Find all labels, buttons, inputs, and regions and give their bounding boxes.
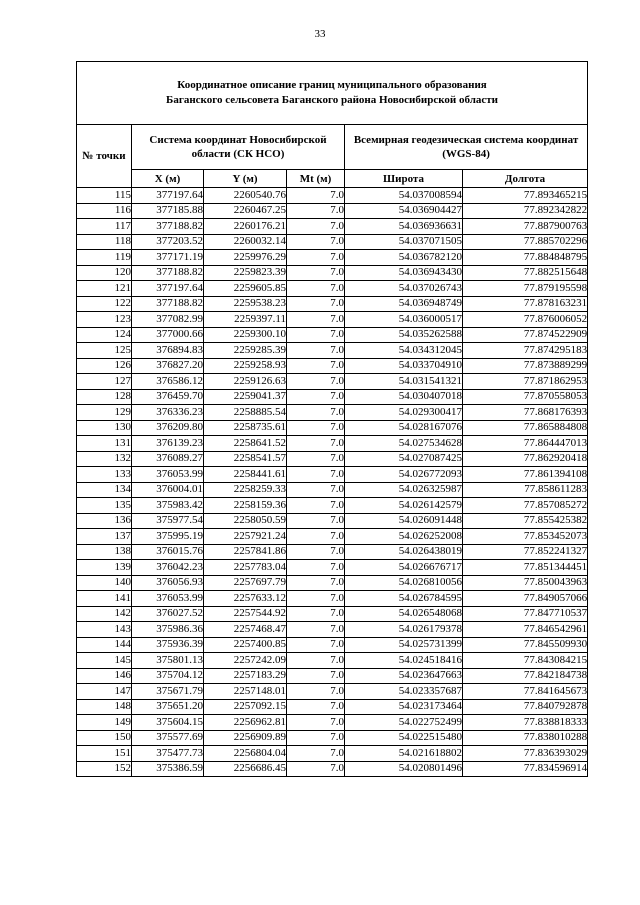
cell-mt: 7.0 bbox=[287, 482, 345, 498]
cell-mt: 7.0 bbox=[287, 637, 345, 653]
cell-latitude: 54.026438019 bbox=[345, 544, 463, 560]
cell-point-number: 122 bbox=[77, 296, 132, 312]
cell-latitude: 54.030407018 bbox=[345, 389, 463, 405]
cell-y: 2257783.04 bbox=[204, 560, 287, 576]
cell-mt: 7.0 bbox=[287, 451, 345, 467]
cell-longitude: 77.838010288 bbox=[463, 730, 588, 746]
cell-longitude: 77.838818333 bbox=[463, 715, 588, 731]
cell-y: 2256909.89 bbox=[204, 730, 287, 746]
cell-longitude: 77.873889299 bbox=[463, 358, 588, 374]
table-row bbox=[77, 327, 588, 343]
cell-point-number: 138 bbox=[77, 544, 132, 560]
cell-y: 2258050.59 bbox=[204, 513, 287, 529]
table-row bbox=[77, 746, 588, 762]
cell-mt: 7.0 bbox=[287, 606, 345, 622]
cell-latitude: 54.026325987 bbox=[345, 482, 463, 498]
cell-latitude: 54.023647663 bbox=[345, 668, 463, 684]
title-line-2: Баганского сельсовета Баганского района Новосибирской области bbox=[166, 94, 499, 106]
cell-mt: 7.0 bbox=[287, 560, 345, 576]
cell-point-number: 119 bbox=[77, 250, 132, 266]
cell-latitude: 54.026142579 bbox=[345, 498, 463, 514]
cell-longitude: 77.874295183 bbox=[463, 343, 588, 359]
title-line-1: Координатное описание границ муниципального образования bbox=[177, 79, 487, 91]
cell-point-number: 126 bbox=[77, 358, 132, 374]
table-row bbox=[77, 451, 588, 467]
cell-point-number: 141 bbox=[77, 591, 132, 607]
cell-longitude: 77.841645673 bbox=[463, 684, 588, 700]
cell-y: 2259976.29 bbox=[204, 250, 287, 266]
table-row bbox=[77, 312, 588, 328]
table-row bbox=[77, 699, 588, 715]
cell-x: 375477.73 bbox=[132, 746, 204, 762]
cell-x: 375651.20 bbox=[132, 699, 204, 715]
cell-longitude: 77.871862953 bbox=[463, 374, 588, 390]
cell-y: 2258259.33 bbox=[204, 482, 287, 498]
table-row bbox=[77, 560, 588, 576]
cell-point-number: 145 bbox=[77, 653, 132, 669]
cell-x: 375986.36 bbox=[132, 622, 204, 638]
table-row bbox=[77, 188, 588, 204]
cell-y: 2258541.57 bbox=[204, 451, 287, 467]
cell-mt: 7.0 bbox=[287, 389, 345, 405]
cell-latitude: 54.037071505 bbox=[345, 234, 463, 250]
table-row bbox=[77, 684, 588, 700]
cell-x: 377171.19 bbox=[132, 250, 204, 266]
cell-latitude: 54.026091448 bbox=[345, 513, 463, 529]
cell-longitude: 77.834596914 bbox=[463, 761, 588, 777]
table-row bbox=[77, 250, 588, 266]
cell-longitude: 77.846542961 bbox=[463, 622, 588, 638]
cell-longitude: 77.843084215 bbox=[463, 653, 588, 669]
cell-point-number: 139 bbox=[77, 560, 132, 576]
cell-x: 375604.15 bbox=[132, 715, 204, 731]
table-row bbox=[77, 296, 588, 312]
cell-point-number: 133 bbox=[77, 467, 132, 483]
cell-mt: 7.0 bbox=[287, 188, 345, 204]
cell-point-number: 135 bbox=[77, 498, 132, 514]
cell-mt: 7.0 bbox=[287, 575, 345, 591]
cell-mt: 7.0 bbox=[287, 591, 345, 607]
table-row bbox=[77, 575, 588, 591]
cell-latitude: 54.036782120 bbox=[345, 250, 463, 266]
cell-longitude: 77.878163231 bbox=[463, 296, 588, 312]
cell-latitude: 54.036000517 bbox=[345, 312, 463, 328]
cell-y: 2256962.81 bbox=[204, 715, 287, 731]
cell-latitude: 54.023357687 bbox=[345, 684, 463, 700]
table-row bbox=[77, 606, 588, 622]
table-row bbox=[77, 513, 588, 529]
cell-y: 2259823.39 bbox=[204, 265, 287, 281]
cell-mt: 7.0 bbox=[287, 529, 345, 545]
cell-latitude: 54.020801496 bbox=[345, 761, 463, 777]
cell-longitude: 77.858611283 bbox=[463, 482, 588, 498]
cell-point-number: 134 bbox=[77, 482, 132, 498]
cell-mt: 7.0 bbox=[287, 405, 345, 421]
cell-mt: 7.0 bbox=[287, 730, 345, 746]
cell-point-number: 150 bbox=[77, 730, 132, 746]
cell-y: 2259285.39 bbox=[204, 343, 287, 359]
cell-point-number: 115 bbox=[77, 188, 132, 204]
page-number: 33 bbox=[314, 28, 326, 40]
cell-y: 2257921.24 bbox=[204, 529, 287, 545]
cell-x: 375995.19 bbox=[132, 529, 204, 545]
cell-x: 376209.80 bbox=[132, 420, 204, 436]
cell-x: 377000.66 bbox=[132, 327, 204, 343]
cell-latitude: 54.035262588 bbox=[345, 327, 463, 343]
cell-longitude: 77.864447013 bbox=[463, 436, 588, 452]
cell-latitude: 54.022515480 bbox=[345, 730, 463, 746]
cell-longitude: 77.892342822 bbox=[463, 203, 588, 219]
cell-y: 2259258.93 bbox=[204, 358, 287, 374]
table-title bbox=[77, 62, 588, 125]
cell-point-number: 130 bbox=[77, 420, 132, 436]
cell-latitude: 54.036936631 bbox=[345, 219, 463, 235]
cell-point-number: 151 bbox=[77, 746, 132, 762]
header-y: Y (м) bbox=[204, 170, 287, 188]
table-row bbox=[77, 637, 588, 653]
cell-y: 2257242.09 bbox=[204, 653, 287, 669]
cell-longitude: 77.865884808 bbox=[463, 420, 588, 436]
cell-y: 2257841.86 bbox=[204, 544, 287, 560]
cell-point-number: 136 bbox=[77, 513, 132, 529]
cell-latitude: 54.028167076 bbox=[345, 420, 463, 436]
header-point-number: № точки bbox=[77, 125, 132, 188]
table-row bbox=[77, 389, 588, 405]
cell-y: 2259126.63 bbox=[204, 374, 287, 390]
cell-point-number: 149 bbox=[77, 715, 132, 731]
cell-longitude: 77.853452073 bbox=[463, 529, 588, 545]
cell-x: 375977.54 bbox=[132, 513, 204, 529]
cell-x: 376894.83 bbox=[132, 343, 204, 359]
cell-latitude: 54.027087425 bbox=[345, 451, 463, 467]
cell-point-number: 144 bbox=[77, 637, 132, 653]
header-longitude: Долгота bbox=[463, 170, 588, 188]
cell-y: 2259397.11 bbox=[204, 312, 287, 328]
cell-y: 2258159.36 bbox=[204, 498, 287, 514]
table-row bbox=[77, 219, 588, 235]
cell-x: 375801.13 bbox=[132, 653, 204, 669]
cell-longitude: 77.882515648 bbox=[463, 265, 588, 281]
cell-longitude: 77.842184738 bbox=[463, 668, 588, 684]
table-row bbox=[77, 653, 588, 669]
cell-x: 377082.99 bbox=[132, 312, 204, 328]
cell-y: 2256804.04 bbox=[204, 746, 287, 762]
table-row bbox=[77, 761, 588, 777]
table-row bbox=[77, 420, 588, 436]
cell-x: 377188.82 bbox=[132, 265, 204, 281]
cell-y: 2257633.12 bbox=[204, 591, 287, 607]
cell-latitude: 54.026810056 bbox=[345, 575, 463, 591]
cell-x: 377197.64 bbox=[132, 188, 204, 204]
cell-latitude: 54.037008594 bbox=[345, 188, 463, 204]
cell-mt: 7.0 bbox=[287, 699, 345, 715]
cell-latitude: 54.036904427 bbox=[345, 203, 463, 219]
cell-mt: 7.0 bbox=[287, 467, 345, 483]
cell-x: 376459.70 bbox=[132, 389, 204, 405]
header-wgs-system: Всемирная геодезическая система координат (WGS-84) bbox=[345, 125, 588, 170]
cell-y: 2257468.47 bbox=[204, 622, 287, 638]
cell-mt: 7.0 bbox=[287, 374, 345, 390]
cell-x: 376015.76 bbox=[132, 544, 204, 560]
cell-point-number: 117 bbox=[77, 219, 132, 235]
cell-y: 2257183.29 bbox=[204, 668, 287, 684]
cell-y: 2258885.54 bbox=[204, 405, 287, 421]
cell-longitude: 77.861394108 bbox=[463, 467, 588, 483]
cell-mt: 7.0 bbox=[287, 622, 345, 638]
cell-x: 376336.23 bbox=[132, 405, 204, 421]
cell-latitude: 54.037026743 bbox=[345, 281, 463, 297]
cell-point-number: 143 bbox=[77, 622, 132, 638]
cell-mt: 7.0 bbox=[287, 327, 345, 343]
cell-y: 2257092.15 bbox=[204, 699, 287, 715]
cell-latitude: 54.026179378 bbox=[345, 622, 463, 638]
cell-mt: 7.0 bbox=[287, 281, 345, 297]
cell-mt: 7.0 bbox=[287, 234, 345, 250]
cell-mt: 7.0 bbox=[287, 265, 345, 281]
table-body bbox=[77, 188, 588, 777]
cell-point-number: 131 bbox=[77, 436, 132, 452]
cell-point-number: 129 bbox=[77, 405, 132, 421]
table-row bbox=[77, 374, 588, 390]
cell-point-number: 124 bbox=[77, 327, 132, 343]
cell-longitude: 77.840792878 bbox=[463, 699, 588, 715]
cell-y: 2256686.45 bbox=[204, 761, 287, 777]
cell-point-number: 127 bbox=[77, 374, 132, 390]
cell-point-number: 121 bbox=[77, 281, 132, 297]
cell-latitude: 54.026784595 bbox=[345, 591, 463, 607]
cell-latitude: 54.022752499 bbox=[345, 715, 463, 731]
cell-longitude: 77.855425382 bbox=[463, 513, 588, 529]
cell-mt: 7.0 bbox=[287, 544, 345, 560]
cell-y: 2257400.85 bbox=[204, 637, 287, 653]
cell-mt: 7.0 bbox=[287, 436, 345, 452]
cell-x: 375577.69 bbox=[132, 730, 204, 746]
cell-x: 375671.79 bbox=[132, 684, 204, 700]
cell-y: 2257148.01 bbox=[204, 684, 287, 700]
cell-mt: 7.0 bbox=[287, 203, 345, 219]
cell-y: 2259605.85 bbox=[204, 281, 287, 297]
cell-latitude: 54.033704910 bbox=[345, 358, 463, 374]
cell-point-number: 147 bbox=[77, 684, 132, 700]
cell-point-number: 152 bbox=[77, 761, 132, 777]
cell-y: 2260176.21 bbox=[204, 219, 287, 235]
cell-longitude: 77.885702296 bbox=[463, 234, 588, 250]
cell-latitude: 54.026772093 bbox=[345, 467, 463, 483]
cell-latitude: 54.036943430 bbox=[345, 265, 463, 281]
cell-longitude: 77.850043963 bbox=[463, 575, 588, 591]
cell-latitude: 54.029300417 bbox=[345, 405, 463, 421]
header-nso-system: Система координат Новосибирской области (СК НСО) bbox=[132, 125, 345, 170]
cell-x: 377185.88 bbox=[132, 203, 204, 219]
table-row bbox=[77, 467, 588, 483]
cell-mt: 7.0 bbox=[287, 219, 345, 235]
table-row bbox=[77, 498, 588, 514]
cell-y: 2258441.61 bbox=[204, 467, 287, 483]
cell-longitude: 77.884848795 bbox=[463, 250, 588, 266]
cell-longitude: 77.845509930 bbox=[463, 637, 588, 653]
cell-point-number: 148 bbox=[77, 699, 132, 715]
cell-longitude: 77.836393029 bbox=[463, 746, 588, 762]
table-row bbox=[77, 405, 588, 421]
table-row bbox=[77, 591, 588, 607]
cell-y: 2260032.14 bbox=[204, 234, 287, 250]
cell-point-number: 128 bbox=[77, 389, 132, 405]
cell-longitude: 77.876006052 bbox=[463, 312, 588, 328]
cell-mt: 7.0 bbox=[287, 684, 345, 700]
cell-x: 375936.39 bbox=[132, 637, 204, 653]
table-row bbox=[77, 358, 588, 374]
cell-mt: 7.0 bbox=[287, 312, 345, 328]
cell-x: 375704.12 bbox=[132, 668, 204, 684]
cell-point-number: 118 bbox=[77, 234, 132, 250]
cell-point-number: 120 bbox=[77, 265, 132, 281]
cell-point-number: 146 bbox=[77, 668, 132, 684]
cell-y: 2259041.37 bbox=[204, 389, 287, 405]
cell-longitude: 77.870558053 bbox=[463, 389, 588, 405]
cell-mt: 7.0 bbox=[287, 343, 345, 359]
cell-longitude: 77.887900763 bbox=[463, 219, 588, 235]
cell-longitude: 77.851344451 bbox=[463, 560, 588, 576]
cell-y: 2260467.25 bbox=[204, 203, 287, 219]
cell-x: 376827.20 bbox=[132, 358, 204, 374]
header-x: X (м) bbox=[132, 170, 204, 188]
cell-point-number: 116 bbox=[77, 203, 132, 219]
cell-latitude: 54.023173464 bbox=[345, 699, 463, 715]
cell-latitude: 54.026548068 bbox=[345, 606, 463, 622]
table-row bbox=[77, 281, 588, 297]
cell-y: 2257697.79 bbox=[204, 575, 287, 591]
cell-point-number: 140 bbox=[77, 575, 132, 591]
cell-point-number: 132 bbox=[77, 451, 132, 467]
cell-x: 375386.59 bbox=[132, 761, 204, 777]
cell-latitude: 54.024518416 bbox=[345, 653, 463, 669]
table-row bbox=[77, 544, 588, 560]
header-latitude: Широта bbox=[345, 170, 463, 188]
cell-point-number: 123 bbox=[77, 312, 132, 328]
cell-mt: 7.0 bbox=[287, 746, 345, 762]
cell-latitude: 54.034312045 bbox=[345, 343, 463, 359]
cell-longitude: 77.857085272 bbox=[463, 498, 588, 514]
cell-x: 376089.27 bbox=[132, 451, 204, 467]
cell-y: 2259300.10 bbox=[204, 327, 287, 343]
table-row bbox=[77, 436, 588, 452]
table-row bbox=[77, 668, 588, 684]
cell-x: 377188.82 bbox=[132, 219, 204, 235]
table-row bbox=[77, 715, 588, 731]
header-mt: Mt (м) bbox=[287, 170, 345, 188]
cell-x: 376053.99 bbox=[132, 591, 204, 607]
cell-latitude: 54.021618802 bbox=[345, 746, 463, 762]
cell-point-number: 142 bbox=[77, 606, 132, 622]
cell-mt: 7.0 bbox=[287, 653, 345, 669]
cell-point-number: 137 bbox=[77, 529, 132, 545]
cell-y: 2260540.76 bbox=[204, 188, 287, 204]
cell-y: 2258735.61 bbox=[204, 420, 287, 436]
cell-x: 376027.52 bbox=[132, 606, 204, 622]
coordinates-table bbox=[76, 61, 588, 777]
cell-mt: 7.0 bbox=[287, 513, 345, 529]
cell-x: 377203.52 bbox=[132, 234, 204, 250]
table-row bbox=[77, 265, 588, 281]
cell-longitude: 77.868176393 bbox=[463, 405, 588, 421]
cell-x: 376053.99 bbox=[132, 467, 204, 483]
cell-mt: 7.0 bbox=[287, 358, 345, 374]
cell-latitude: 54.031541321 bbox=[345, 374, 463, 390]
cell-mt: 7.0 bbox=[287, 250, 345, 266]
cell-mt: 7.0 bbox=[287, 761, 345, 777]
cell-mt: 7.0 bbox=[287, 420, 345, 436]
cell-y: 2259538.23 bbox=[204, 296, 287, 312]
cell-longitude: 77.862920418 bbox=[463, 451, 588, 467]
cell-x: 376042.23 bbox=[132, 560, 204, 576]
cell-longitude: 77.852241327 bbox=[463, 544, 588, 560]
cell-x: 376586.12 bbox=[132, 374, 204, 390]
cell-latitude: 54.026252008 bbox=[345, 529, 463, 545]
table-row bbox=[77, 234, 588, 250]
cell-longitude: 77.879195598 bbox=[463, 281, 588, 297]
table-row bbox=[77, 203, 588, 219]
cell-latitude: 54.027534628 bbox=[345, 436, 463, 452]
cell-longitude: 77.874522909 bbox=[463, 327, 588, 343]
cell-latitude: 54.036948749 bbox=[345, 296, 463, 312]
table-row bbox=[77, 343, 588, 359]
table-row bbox=[77, 529, 588, 545]
cell-x: 376139.23 bbox=[132, 436, 204, 452]
table-row bbox=[77, 622, 588, 638]
cell-mt: 7.0 bbox=[287, 296, 345, 312]
cell-longitude: 77.847710537 bbox=[463, 606, 588, 622]
cell-longitude: 77.893465215 bbox=[463, 188, 588, 204]
table-row bbox=[77, 482, 588, 498]
cell-y: 2258641.52 bbox=[204, 436, 287, 452]
cell-x: 377188.82 bbox=[132, 296, 204, 312]
cell-mt: 7.0 bbox=[287, 498, 345, 514]
cell-x: 376004.01 bbox=[132, 482, 204, 498]
cell-x: 376056.93 bbox=[132, 575, 204, 591]
cell-x: 375983.42 bbox=[132, 498, 204, 514]
table-row bbox=[77, 730, 588, 746]
cell-y: 2257544.92 bbox=[204, 606, 287, 622]
cell-point-number: 125 bbox=[77, 343, 132, 359]
cell-latitude: 54.026676717 bbox=[345, 560, 463, 576]
cell-longitude: 77.849057066 bbox=[463, 591, 588, 607]
cell-x: 377197.64 bbox=[132, 281, 204, 297]
cell-latitude: 54.025731399 bbox=[345, 637, 463, 653]
cell-mt: 7.0 bbox=[287, 668, 345, 684]
cell-mt: 7.0 bbox=[287, 715, 345, 731]
